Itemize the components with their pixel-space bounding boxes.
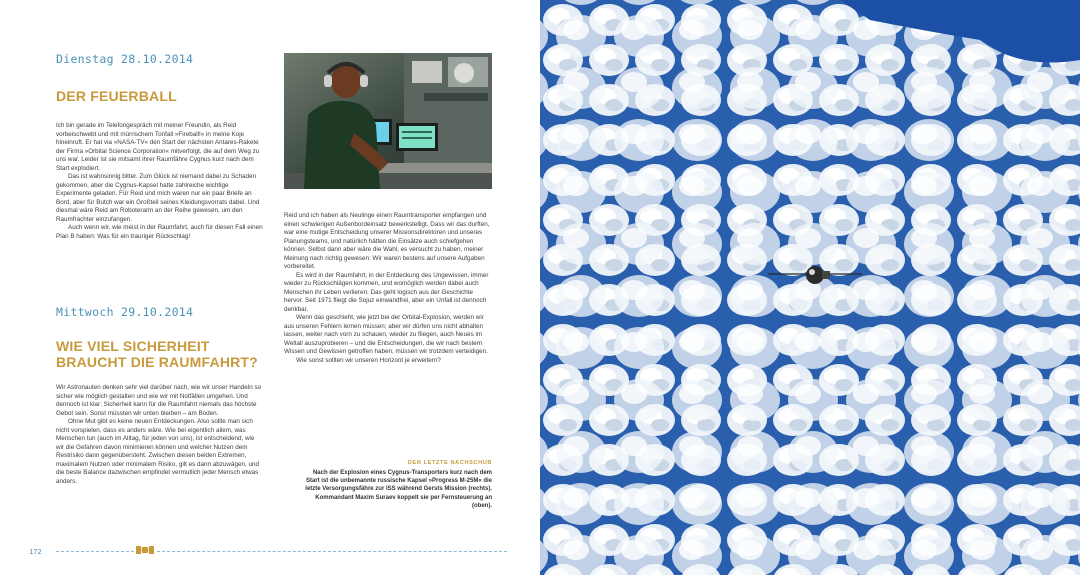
entry-body-1 <box>56 122 264 241</box>
entry-headline-2: WIE VIEL SICHERHEIT BRAUCHT DIE RAUMFAHRT? <box>56 338 258 370</box>
paragraph: Ich bin gerade im Telefongespräch mit meiner Freundin, als Reid vorbeischwebt und mit mürrischem Tonfall »Fireball!« in meine Koje hineinruft. Er hat via »NASA-TV« den Start der nächsten Antares-Rakete der Firma »Orbital Science Corporation« mitverfolgt, die auf dem Weg zu uns war. Leider ist sie mitsamt ihrer Raumfähre Cygnus kurz nach dem Start explodiert. <box>56 122 260 172</box>
footer-rule-right <box>157 551 507 552</box>
paragraph: Das ist wahnsinnig bitter. Zum Glück ist niemand dabei zu Schaden gekommen, aber die Cygnus-Kapsel hatte zahlreiche wichtige Experimente geladen. Für Reid und mich waren nur ein paar Briefe an Bord, aber für Butch war ein Großteil seines Kleidungsvorrats dabei. Und diesmal wäre Reid am Roboterarm an der Reihe gewesen, um den Raumfrachter einzufangen. <box>56 173 260 223</box>
paragraph: Reid und ich haben als Neulinge einen Raumtransporter empfangen und einen schwierigen Außenbordeinsatz bewerkstelligt. Dass wir das durften, war eine mutige Entscheidung unserer Missionsdirektoren und unseres Planungsteams, und natürlich hätten die Einsätze auch schiefgehen können. Selbst dann aber wäre die Wahl, es versucht zu haben, meiner Meinung nach richtig gewesen: Wir waren bestens auf unsere Aufgaben vorbereitet. <box>284 212 490 270</box>
entry-headline-1: DER FEUERBALL <box>56 88 177 104</box>
astronaut-photo-art <box>284 53 492 189</box>
paragraph: Ohne Mut gibt es keine neuen Entdeckungen. Also sollte man sich nicht vorspielen, dass es anders wäre. Wie bei eigentlich allem, was Menschen tun (auch im Alltag, für jeden von uns), ist entscheidend, wie wir die Gefahren davon minimieren können und welcher Nutzen dem Restrisiko dann gegenübersteht. Zwischen diesen beiden Extremen, maximalem Nutzen oder minimalem Risiko, gilt es dann abzuwägen, und die beste Balance dazwischen empfindet vermutlich jeder Mensch etwas anders. <box>56 418 259 485</box>
caption-text: Nach der Explosion eines Cygnus-Transporters kurz nach dem Start ist die unbemannte russische Kapsel »Progress M-25M« die letzte Versorgungsfähre zur ISS während Gersts Mission (rechts). Kommandant Maxim Suraev koppelt sie per Fernsteuerung an (oben). <box>305 470 492 509</box>
entry-date-2: Mittwoch 29.10.2014 <box>56 305 194 319</box>
footer-rule-left <box>56 551 134 552</box>
column-2-body <box>284 212 492 365</box>
paragraph: Wir Astronauten denken sehr viel darüber nach, wie wir unser Handeln so sicher wie möglich gestalten und wie wir mit Notfällen umgehen. Und dennoch ist klar: Sicherheit kann für die Raumfahrt niemals das höchste Gebot sein. Sonst müssten wir unten bleiben – am Boden. <box>56 384 262 417</box>
caption-title: DER LETZTE NACHSCHUB <box>407 460 492 466</box>
satellite-icon <box>136 544 154 556</box>
right-page <box>540 0 1080 575</box>
paragraph: Wenn das geschieht, wie jetzt bei der Orbital-Explosion, werden wir aus unseren Fehlern lernen müssen; aber wir dürfen uns nicht abhalten lassen, weiter nach vorn zu schauen, wieder zu fliegen, auch Neues im Weltall auszuprobieren – und die Entscheidungen, die wir nach bestem Wissen und Gewissen getroffen haben, müssen wir trotzdem verteidigen. <box>284 314 488 355</box>
entry-body-2 <box>56 384 264 486</box>
paragraph: Wie sonst sollten wir unseren Horizont je erweitern? <box>296 356 441 364</box>
astronaut-photo <box>284 53 492 189</box>
page-number: 172 <box>29 548 42 556</box>
earth-photo <box>540 0 1080 575</box>
entry-date-1: Dienstag 28.10.2014 <box>56 52 194 66</box>
paragraph: Es wird in der Raumfahrt, in der Entdeckung des Ungewissen, immer wieder zu Rückschlägen kommen, und womöglich werden dabei auch Menschen ihr Leben verlieren: Das geht logisch aus der Geschichte hervor. Seit 1971 fliegt die Sojuz einwandfrei, aber ein Unfall ist dennoch denkbar. <box>284 271 489 313</box>
paragraph: Auch wenn wir, wie meist in der Raumfahrt, auch für diesen Fall einen Plan B haben: Was für ein trauriger Rückschlag! <box>56 224 263 240</box>
